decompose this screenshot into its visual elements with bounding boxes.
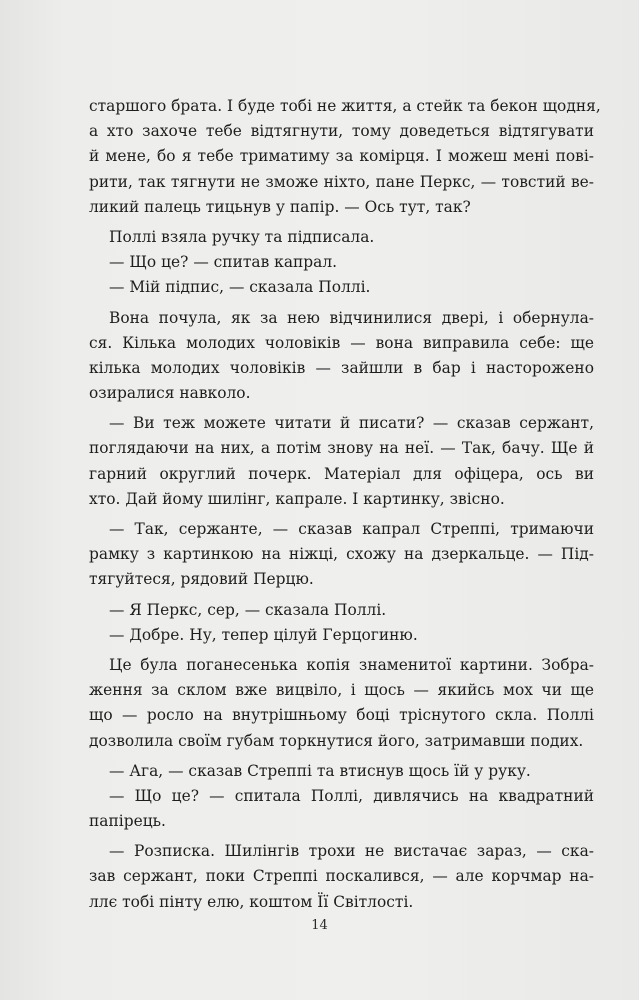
text-line: тягуйтеся, рядовий Перцю. [89, 570, 314, 589]
text-line: кілька молодих чоловіків — зайшли в бар і настороженo [89, 358, 594, 377]
text-line: рити, так тягнути не зможе ніхто, пане Перкс, — товстий ве- [89, 172, 594, 191]
text-line: — Так, сержанте, — сказав капрал Стреппі, тримаючи [109, 520, 594, 538]
text-line: Це була поганесенька копія знаменитої картини. Зобра- [109, 655, 594, 674]
text-line: поглядаючи на них, а потім знову на неї. — Так, бачу. Ще й [89, 439, 594, 458]
text-line: — Розписка. Шилінгів трохи не вистачає зараз, — ска- [109, 842, 594, 861]
text-line: — Ви теж можете читати й писати? — сказав сержант, [109, 414, 594, 433]
text-line: й мене, бо я тебе триматиму за комірця. І можеш мені пові- [89, 147, 594, 166]
text-line: — Ага, — сказав Стреппі та втиснув щось їй у руку. [109, 761, 531, 780]
text-line: старшого брата. І буде тобі не життя, а стейк та бекон щодня, [89, 97, 601, 115]
text-line: ження за склом вже вицвіло, і щось — якийсь мох чи ще [89, 681, 594, 700]
text-line: — Мій підпис, — сказала Поллі. [109, 278, 371, 297]
text-line: що — росло на внутрішньому боці тріснутого скла. Поллі [89, 706, 594, 725]
text-line: ллє тобі пінту елю, коштом Її Світлості. [89, 892, 414, 911]
text-line: ликий палець тицьнув у папір. — Ось тут, так? [89, 197, 471, 216]
text-line: а хто захоче тебе відтягнути, тому доведеться відтягувати [89, 122, 594, 141]
text-line: — Я Перкс, сер, — сказала Поллі. [109, 600, 387, 619]
text-line: гарний округлий почерк. Матеріал для офіцера, ось ви [89, 464, 594, 483]
text-line: ся. Кілька молодих чоловіків — вона виправила себе: ще [89, 333, 594, 352]
text-line: папірець. [89, 812, 166, 831]
text-line: рамку з картинкою на ніжці, схожу на дзеркальце. — Під- [89, 545, 594, 564]
page-number: 14 [311, 918, 328, 933]
text-line: — Добре. Ну, тепер цілуй Герцогиню. [109, 625, 418, 644]
body-text [89, 94, 601, 915]
text-line: озиралися навколо. [89, 384, 251, 403]
text-line: — Що це? — спитала Поллі, дивлячись на квадратний [109, 786, 594, 805]
text-line: Поллі взяла ручку та підписала. [109, 227, 375, 246]
text-line: зав сержант, поки Стреппі поскалився, — але корчмар на- [89, 867, 594, 886]
text-line: — Що це? — спитав капрал. [109, 253, 338, 272]
text-line: дозволила своїм губам торкнутися його, затримавши подих. [89, 731, 584, 750]
text-line: Вона почула, як за нею відчинилися двері, і обернула- [109, 308, 594, 327]
text-line: хто. Дай йому шилінг, капрале. І картинку, звісно. [89, 489, 505, 508]
